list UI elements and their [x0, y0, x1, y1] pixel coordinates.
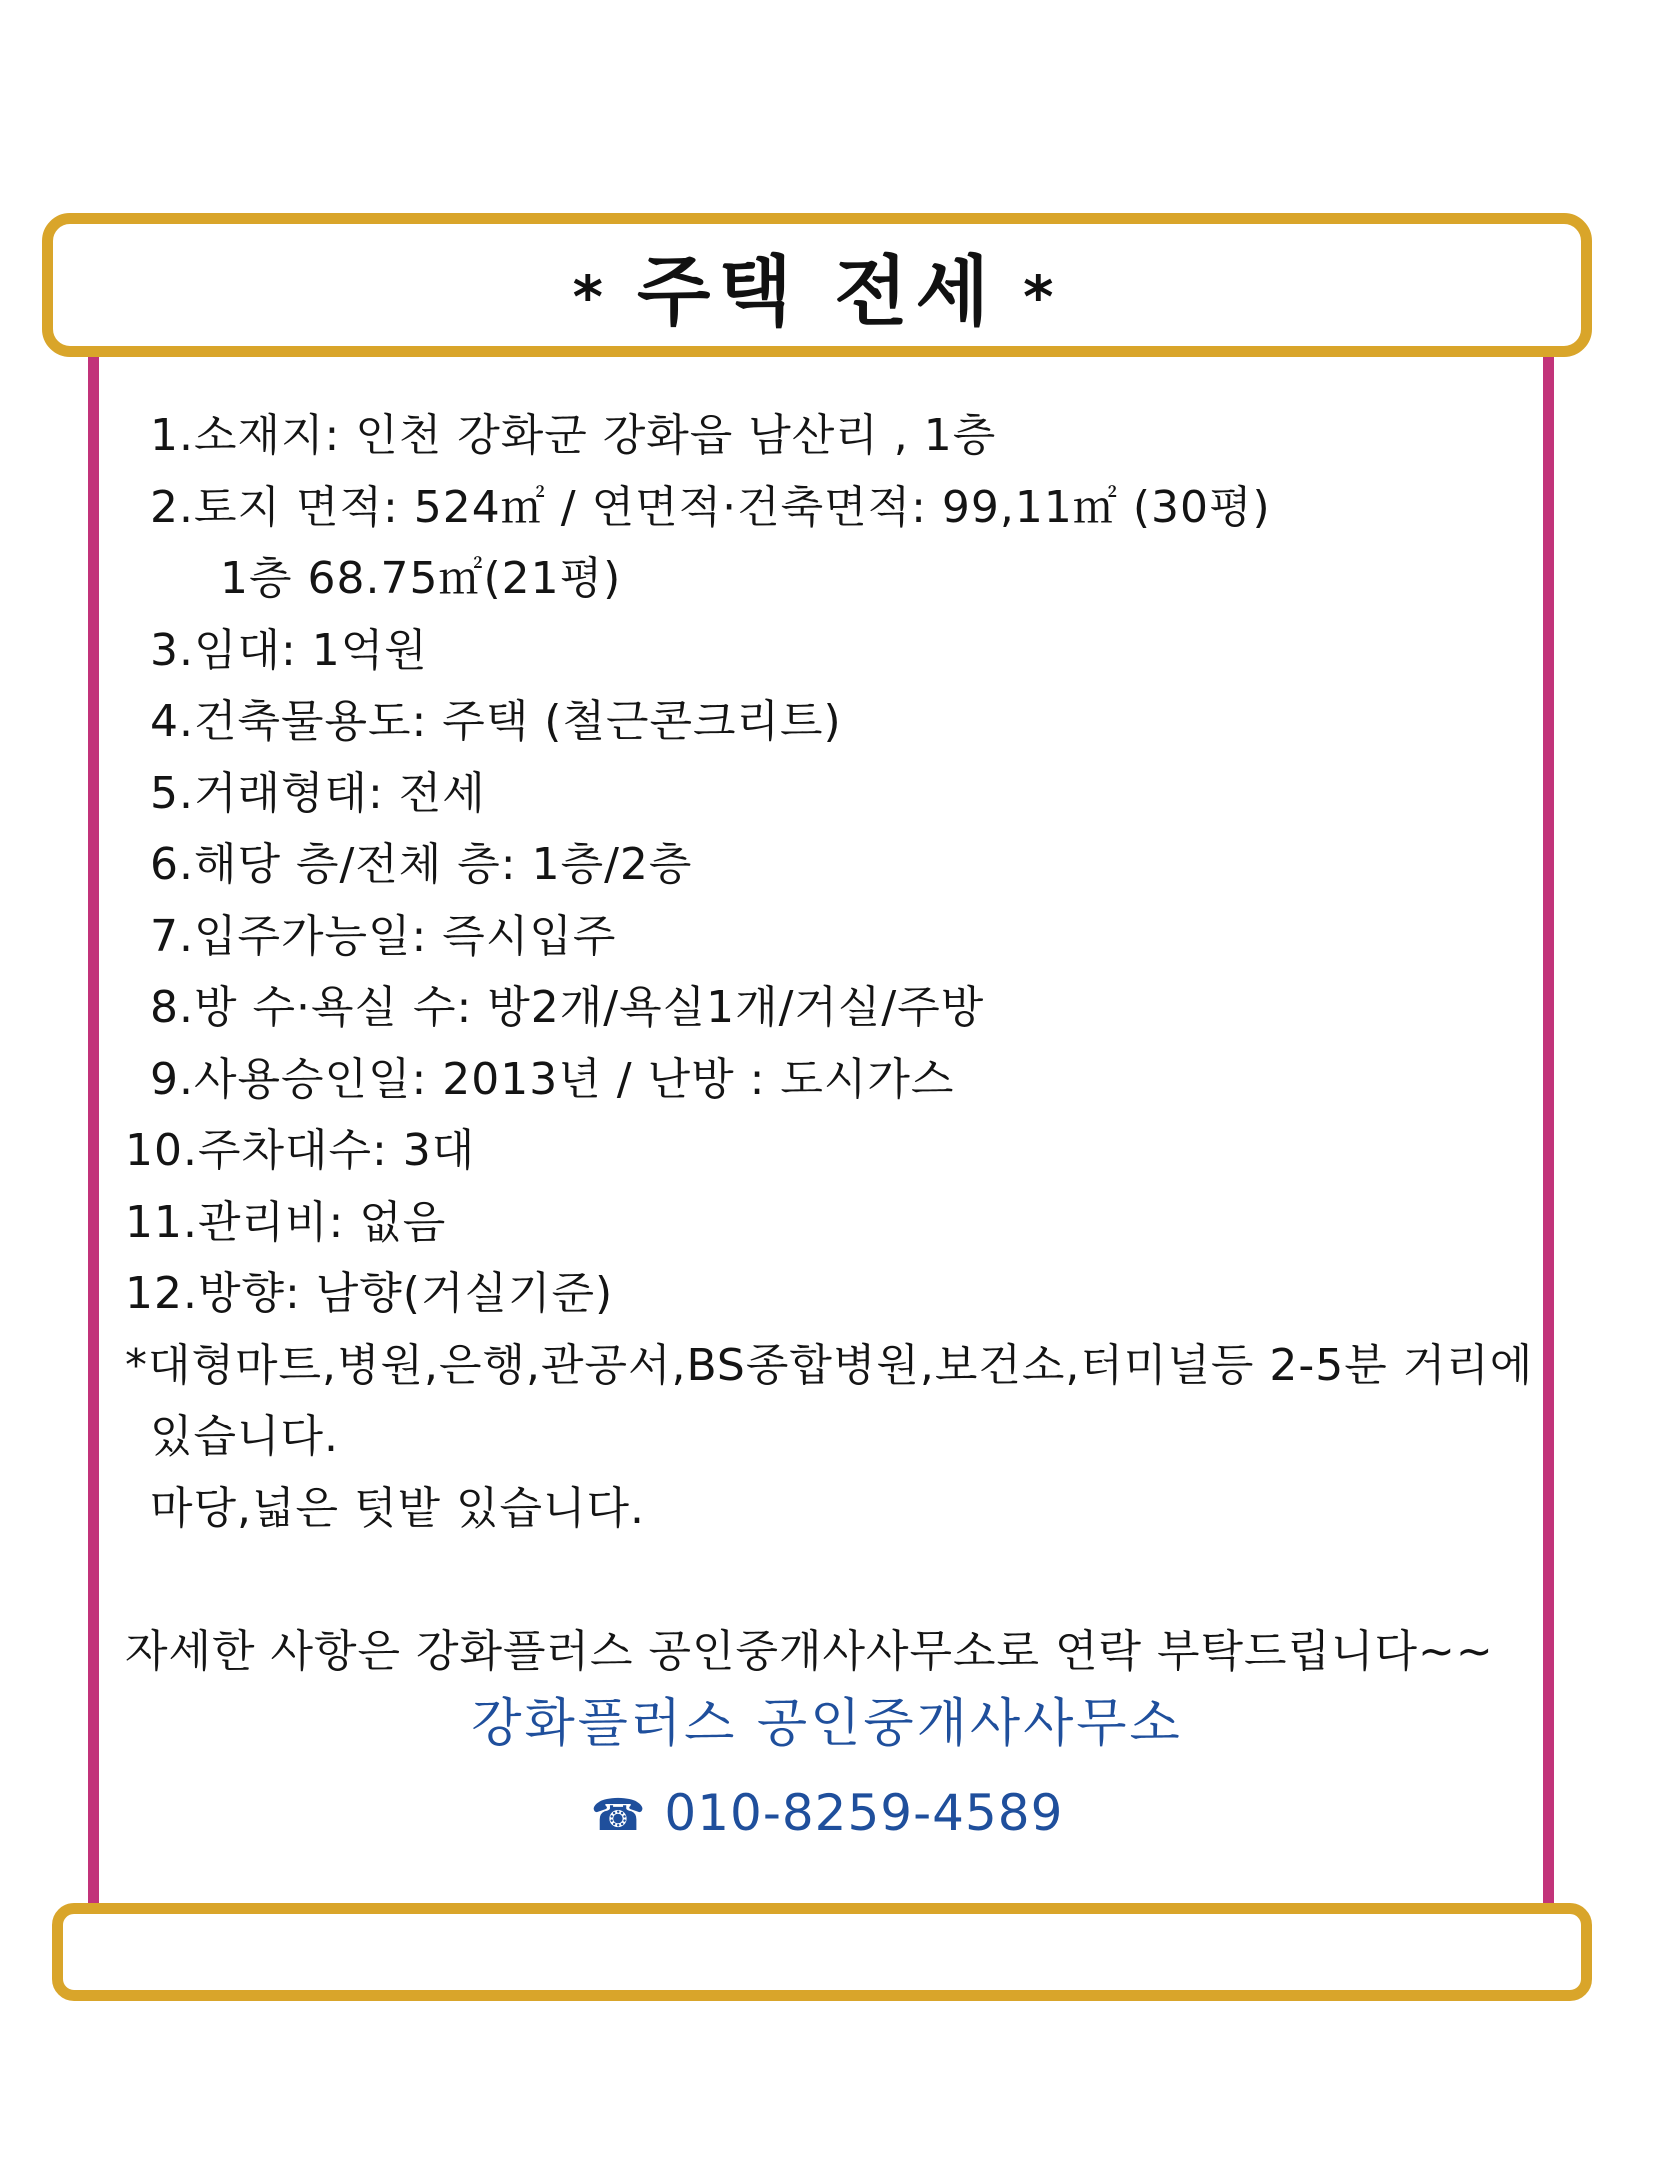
detail-parking: 10.주차대수: 3대: [125, 1125, 476, 1176]
detail-building-use: 4.건축물용도: 주택 (철근콘크리트): [150, 696, 842, 747]
title-text: 주택 전세: [636, 247, 998, 336]
detail-direction: 12.방향: 남향(거실기준): [125, 1268, 614, 1319]
title-star-right: *: [1023, 263, 1062, 331]
note-nearby-facilities: *대형마트,병원,은행,관공서,BS종합병원,보건소,터미널등 2-5분 거리에: [125, 1339, 1534, 1391]
detail-move-in-date: 7.입주가능일: 즉시입주: [150, 910, 617, 962]
detail-rooms: 8.방 수·욕실 수: 방2개/욕실1개/거실/주방: [150, 982, 985, 1033]
detail-rent: 3.임대: 1억원: [150, 624, 428, 676]
phone-number[interactable]: 010-8259-4589: [664, 1784, 1064, 1842]
page-title: [53, 247, 1581, 336]
spacer: [125, 1544, 1545, 1616]
detail-approval-heating: 9.사용승인일: 2013년 / 난방 : 도시가스: [150, 1053, 955, 1105]
note-nearby-facilities-cont: 있습니다.: [150, 1411, 340, 1462]
office-name: 강화플러스 공인중개사사무소: [471, 1694, 1183, 1754]
detail-area: 2.토지 면적: 524㎡ / 연면적·건축면적: 99,11㎡ (30평): [150, 481, 1271, 533]
detail-location: 1.소재지: 인천 강화군 강화읍 남산리 , 1층: [150, 410, 997, 461]
listing-details: [125, 400, 1545, 1687]
bottom-banner: [52, 1903, 1592, 2001]
contact-request: 자세한 사항은 강화플러스 공인중개사사무소로 연락 부탁드립니다~~: [125, 1625, 1494, 1677]
phone-line: [0, 1784, 1654, 1842]
detail-transaction-type: 5.거래형태: 전세: [150, 767, 486, 819]
detail-first-floor-area: 1층 68.75㎡(21평): [220, 553, 622, 604]
phone-icon: ☎: [590, 1790, 647, 1841]
title-banner: [42, 213, 1592, 357]
title-star-left: *: [572, 263, 611, 331]
detail-floor: 6.해당 층/전체 층: 1층/2층: [150, 839, 693, 890]
detail-maintenance-fee: 11.관리비: 없음: [125, 1196, 447, 1248]
note-yard: 마당,넓은 텃밭 있습니다.: [150, 1482, 645, 1534]
